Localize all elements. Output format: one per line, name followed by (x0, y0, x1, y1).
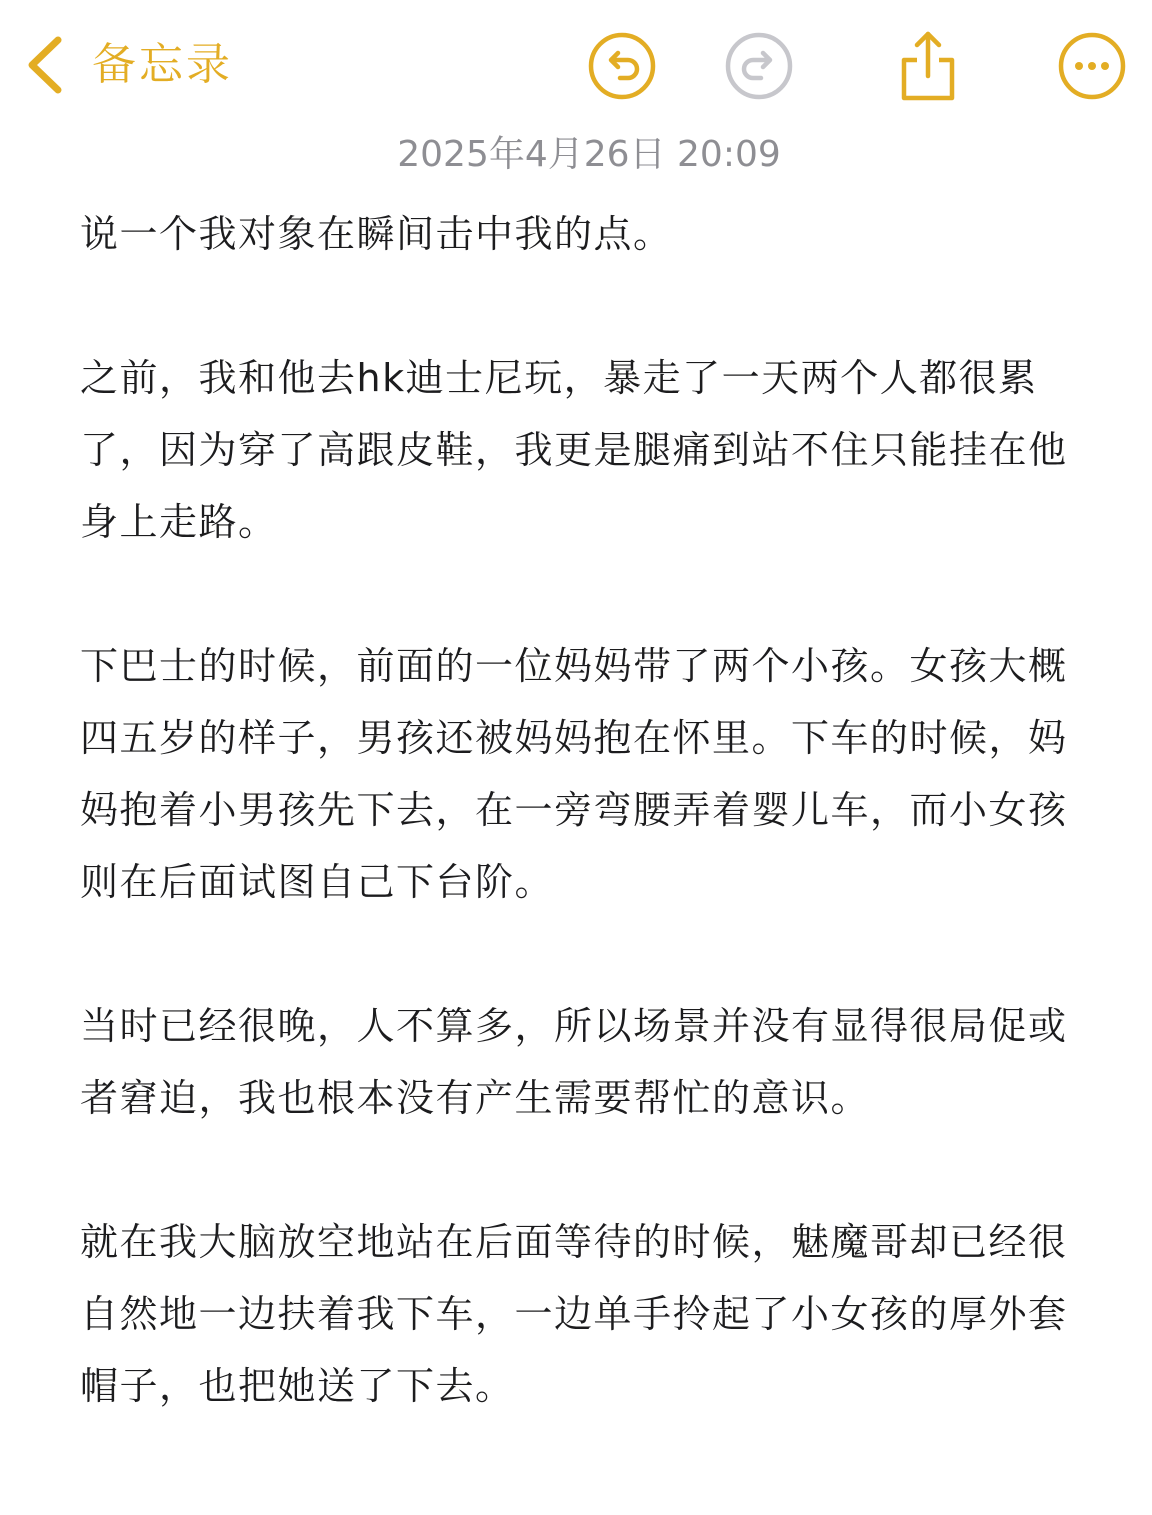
back-label: 备忘录 (92, 39, 233, 90)
redo-icon (723, 30, 795, 102)
note-paragraph: 说一个我对象在瞬间击中我的点。 (80, 212, 673, 256)
note-paragraph: 当时已经很晚，人不算多，所以场景并没有显得很局促或者窘迫，我也根本没有产生需要帮忙的意识。 (80, 1004, 1068, 1120)
undo-button[interactable] (586, 30, 658, 102)
back-button[interactable] (22, 30, 233, 100)
share-button[interactable] (892, 30, 964, 102)
note-body[interactable] (80, 198, 1080, 1494)
navigation-bar (0, 0, 1152, 130)
chevron-left-icon (22, 34, 66, 96)
note-paragraph: 下巴士的时候，前面的一位妈妈带了两个小孩。女孩大概四五岁的样子，男孩还被妈妈抱在怀里。下车的时候，妈妈抱着小男孩先下去，在一旁弯腰弄着婴儿车，而小女孩则在后面试图自己下台阶。 (80, 644, 1068, 904)
share-icon (892, 30, 964, 102)
note-paragraph: 就在我大脑放空地站在后面等待的时候，魅魔哥却已经很自然地一边扶着我下车，一边单手拎起了小女孩的厚外套帽子，也把她送了下去。 (80, 1220, 1068, 1408)
more-button[interactable] (1056, 30, 1128, 102)
note-timestamp: 2025年4月26日 20:09 (397, 134, 781, 175)
ellipsis-circle-icon (1056, 30, 1128, 102)
note-paragraph: 之前，我和他去hk迪士尼玩，暴走了一天两个人都很累了，因为穿了高跟皮鞋，我更是腿痛到站不住只能挂在他身上走路。 (80, 356, 1068, 544)
undo-icon (586, 30, 658, 102)
redo-button[interactable] (723, 30, 795, 102)
